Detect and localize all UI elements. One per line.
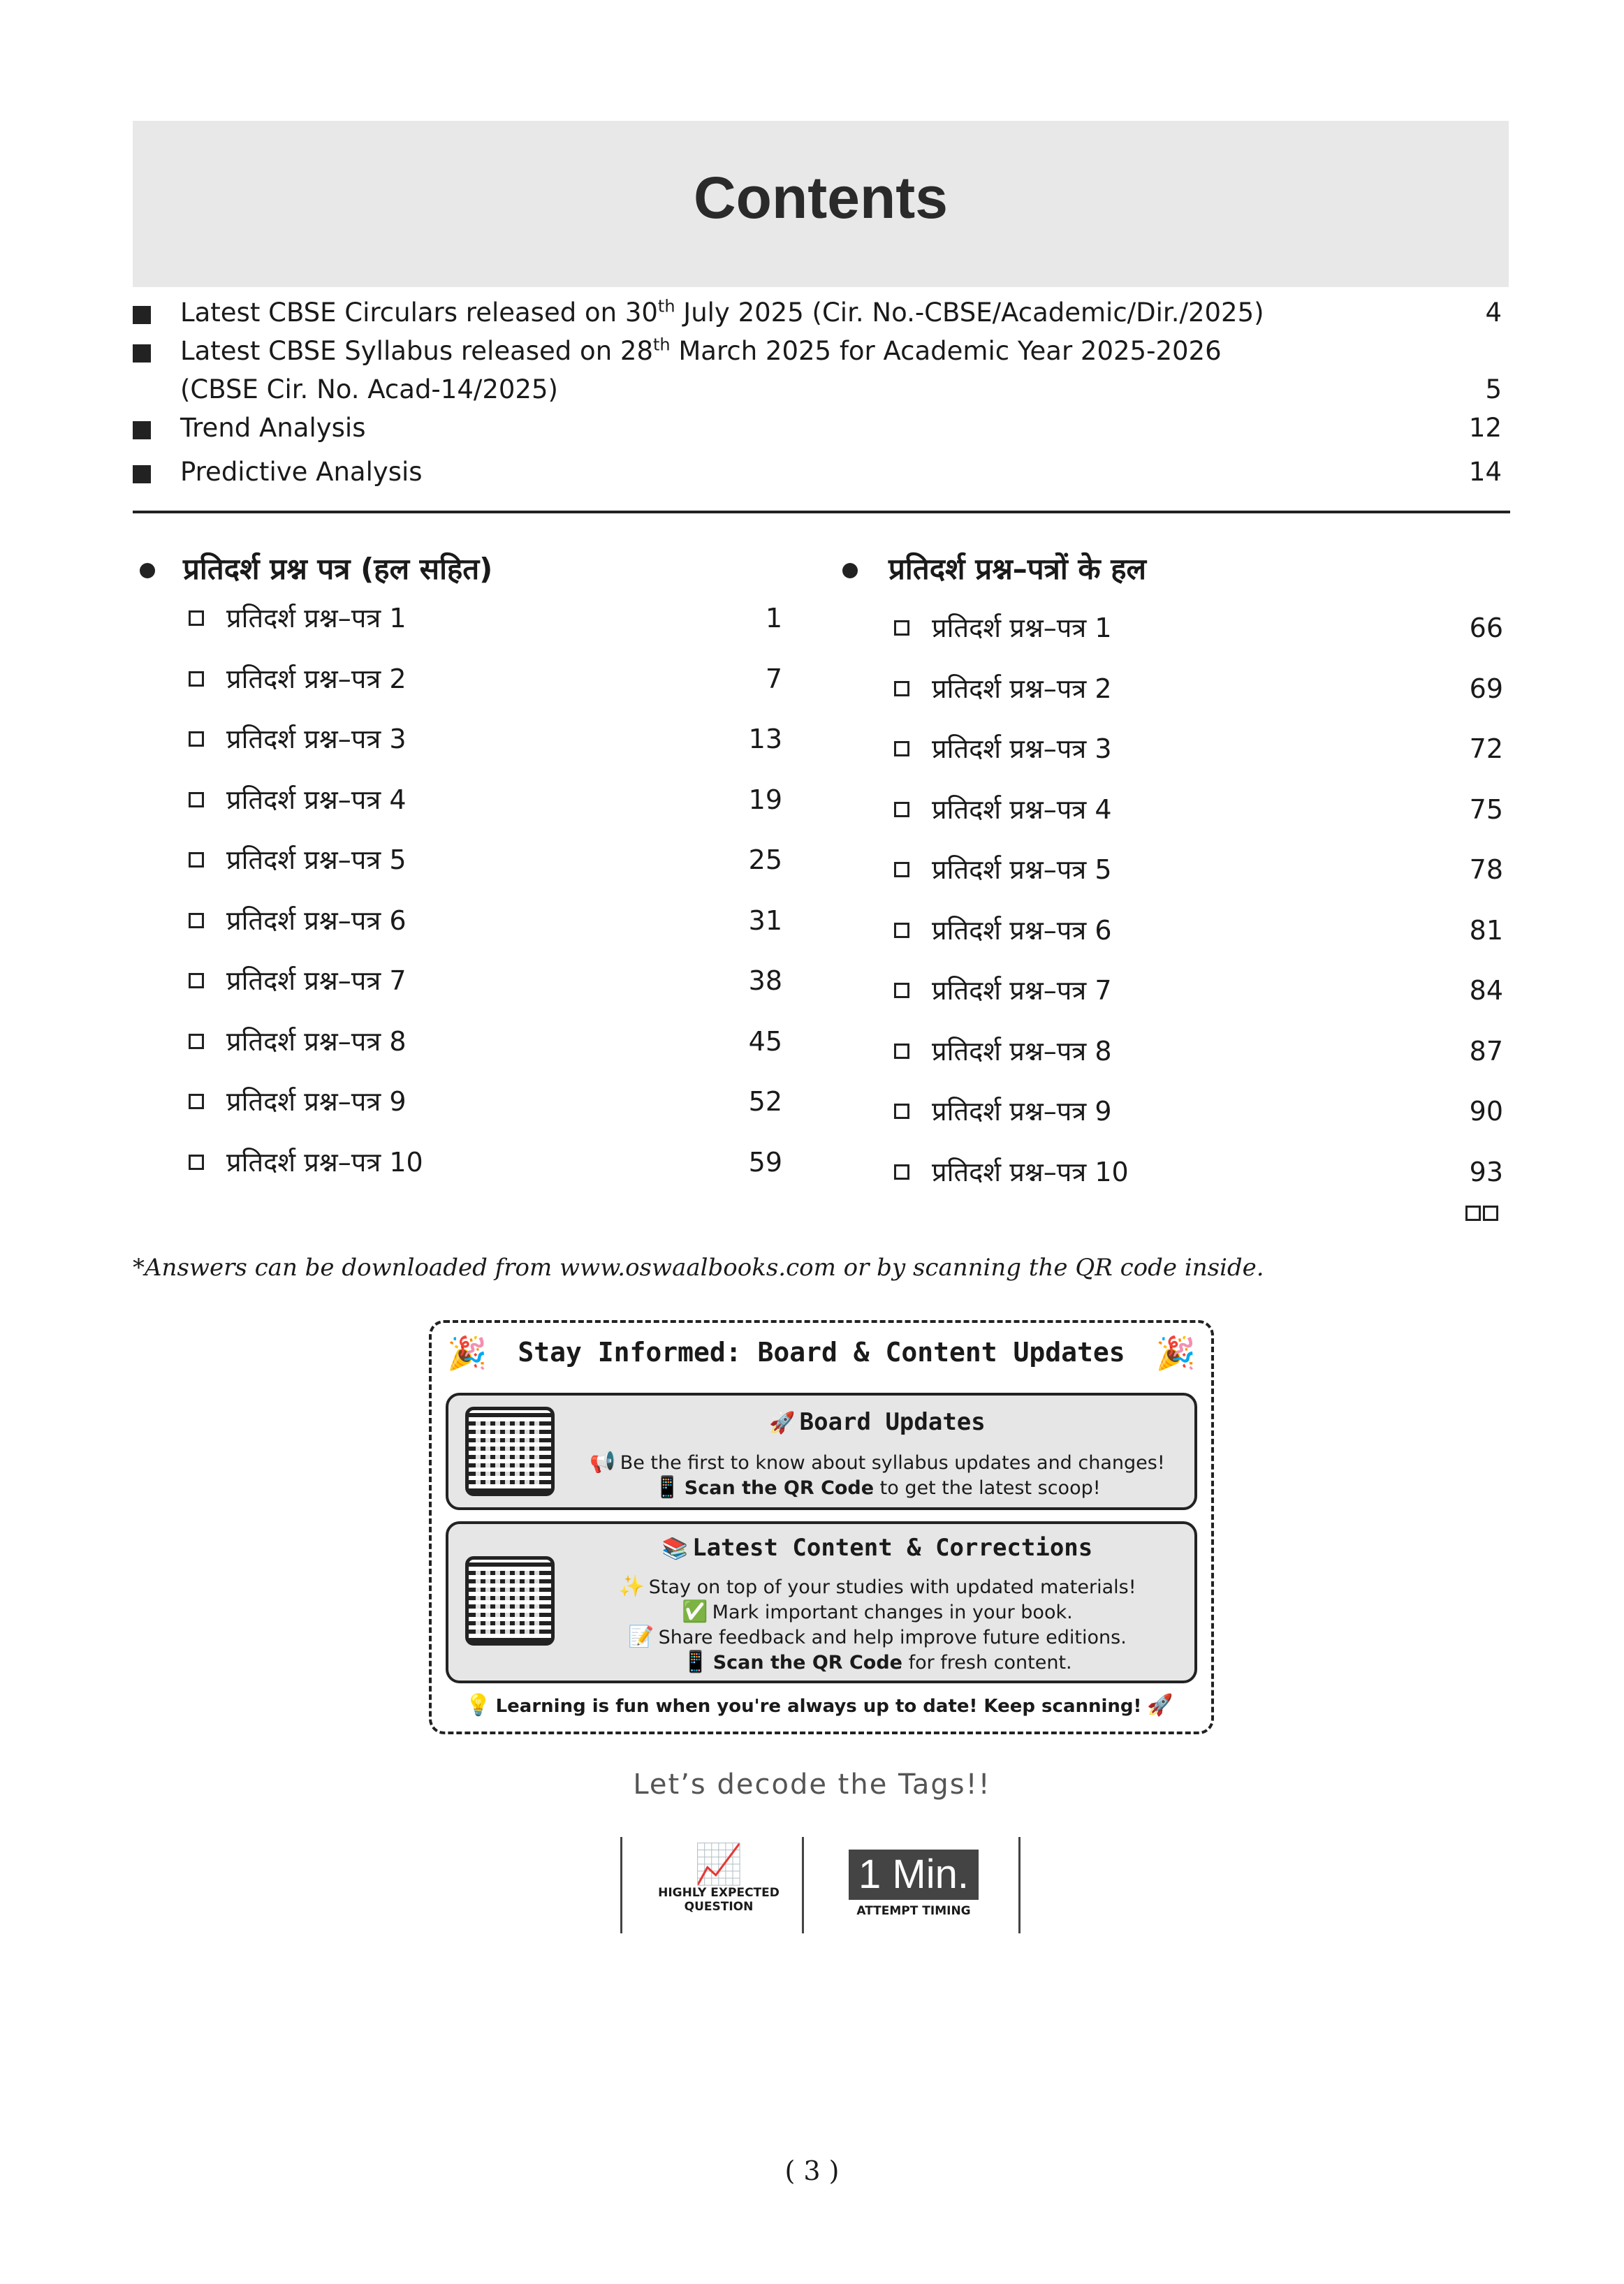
list-item[interactable]: प्रतिदर्श प्रश्न–पत्र 3 13 bbox=[133, 715, 817, 775]
page-title: Contents bbox=[694, 165, 948, 230]
list-item[interactable]: प्रतिदर्श प्रश्न–पत्र 6 81 bbox=[838, 906, 1510, 967]
checkbox-square-icon bbox=[894, 741, 909, 756]
tags-legend bbox=[620, 1837, 1020, 1933]
checkbox-square-icon bbox=[189, 1034, 204, 1049]
toc-item[interactable]: Trend Analysis 12 bbox=[133, 409, 1509, 447]
list-item[interactable]: प्रतिदर्श प्रश्न–पत्र 7 38 bbox=[133, 956, 817, 1017]
item-page-number: 78 bbox=[1469, 854, 1503, 885]
list-item[interactable]: प्रतिदर्श प्रश्न–पत्र 5 78 bbox=[838, 845, 1510, 906]
square-bullet-icon bbox=[133, 465, 151, 483]
item-page-number: 38 bbox=[748, 965, 782, 996]
checkbox-square-icon bbox=[894, 923, 909, 938]
list-item[interactable]: प्रतिदर्श प्रश्न–पत्र 6 31 bbox=[133, 896, 817, 957]
item-page-number: 66 bbox=[1469, 613, 1503, 643]
board-updates-card[interactable]: 🚀 Board Updates 📢 Be the first to know about syllabus updates and changes! 📱 Scan the QR Code to get the latest scoop! bbox=[446, 1393, 1197, 1510]
list-item[interactable]: प्रतिदर्श प्रश्न–पत्र 9 90 bbox=[838, 1087, 1510, 1148]
checkbox-square-icon bbox=[189, 1155, 204, 1170]
round-bullet-icon bbox=[842, 563, 858, 578]
item-page-number: 25 bbox=[748, 844, 782, 875]
megaphone-icon: 📢 bbox=[590, 1450, 616, 1474]
toc-item[interactable]: Latest CBSE Syllabus released on 28th March 2025 for Academic Year 2025-2026 bbox=[133, 332, 1509, 370]
highly-expected-tag: 📈 HIGHLY EXPECTED QUESTION bbox=[638, 1844, 799, 1914]
checkbox-square-icon bbox=[189, 913, 204, 928]
memo-icon: 📝 bbox=[628, 1625, 654, 1649]
checkbox-square-icon bbox=[189, 610, 204, 626]
list-item[interactable]: प्रतिदर्श प्रश्न–पत्र 10 93 bbox=[838, 1148, 1510, 1208]
end-mark-icon bbox=[1463, 1206, 1498, 1224]
list-item[interactable]: प्रतिदर्श प्रश्न–पत्र 8 87 bbox=[838, 1027, 1510, 1088]
toc-page-number: 4 bbox=[1485, 298, 1502, 328]
item-page-number: 7 bbox=[765, 663, 782, 694]
checkbox-square-icon bbox=[894, 1164, 909, 1180]
phone-icon: 📱 bbox=[654, 1475, 680, 1500]
solutions-column bbox=[838, 545, 1510, 1208]
item-page-number: 81 bbox=[1469, 914, 1503, 946]
list-item[interactable]: प्रतिदर्श प्रश्न–पत्र 10 59 bbox=[133, 1138, 817, 1199]
page-number: ( 3 ) bbox=[784, 2155, 840, 2186]
item-page-number: 72 bbox=[1469, 733, 1503, 764]
checkbox-square-icon bbox=[189, 973, 204, 988]
item-page-number: 31 bbox=[748, 905, 782, 936]
checkbox-square-icon bbox=[189, 671, 204, 687]
item-page-number: 75 bbox=[1469, 793, 1503, 825]
list-item[interactable]: प्रतिदर्श प्रश्न–पत्र 2 69 bbox=[838, 664, 1510, 725]
column-heading: प्रतिदर्श प्रश्न पत्र (हल सहित) bbox=[133, 545, 817, 594]
checkbox-square-icon bbox=[189, 731, 204, 747]
sample-papers-column bbox=[133, 545, 817, 1198]
item-page-number: 1 bbox=[765, 603, 782, 634]
item-page-number: 45 bbox=[748, 1025, 782, 1057]
item-page-number: 19 bbox=[748, 784, 782, 815]
item-page-number: 87 bbox=[1469, 1035, 1503, 1067]
party-popper-icon: 🎉 bbox=[1155, 1334, 1196, 1372]
content-updates-card[interactable]: 📚 Latest Content & Corrections ✨ Stay on top of your studies with updated materials! ✅ Mark important changes in your book. 📝 Share feedback and help improve future editions. 📱 Scan the QR Code for fresh content. bbox=[446, 1521, 1197, 1683]
list-item[interactable]: प्रतिदर्श प्रश्न–पत्र 9 52 bbox=[133, 1077, 817, 1138]
list-item[interactable]: प्रतिदर्श प्रश्न–पत्र 8 45 bbox=[133, 1017, 817, 1078]
answers-note: *Answers can be downloaded from www.oswaalbooks.com or by scanning the QR code inside. bbox=[133, 1254, 1264, 1282]
light-bulb-icon: 💡 bbox=[465, 1693, 492, 1718]
toc-list bbox=[133, 293, 1509, 491]
party-popper-icon: 🎉 bbox=[447, 1334, 488, 1372]
item-page-number: 90 bbox=[1469, 1096, 1503, 1127]
list-item[interactable]: प्रतिदर्श प्रश्न–पत्र 4 75 bbox=[838, 785, 1510, 846]
updates-box: 🎉 Stay Informed: Board & Content Updates 🎉 🚀 Board Updates 📢 Be the first to know about syllabus updates and changes! 📱 Scan the QR Code to get the latest scoop! 📚 Latest Content & Corrections ✨ Stay on top of your studies with updated materials! ✅ Mark important changes in your book. 📝 Share feedback and help improve future editions. 📱 Scan the QR Code for fresh content. 💡 Learning is fun when you're always up to date! Keep scanning! 🚀 bbox=[429, 1320, 1214, 1734]
column-heading: प्रतिदर्श प्रश्न–पत्रों के हल bbox=[838, 545, 1510, 594]
toc-page-number: 5 bbox=[1485, 374, 1502, 404]
checkbox-square-icon bbox=[894, 1044, 909, 1059]
sparkles-icon: ✨ bbox=[618, 1574, 645, 1599]
toc-item[interactable]: Latest CBSE Circulars released on 30th July 2025 (Cir. No.-CBSE/Academic/Dir./2025) 4 bbox=[133, 293, 1509, 332]
list-item[interactable]: प्रतिदर्श प्रश्न–पत्र 1 1 bbox=[133, 594, 817, 654]
list-item[interactable]: प्रतिदर्श प्रश्न–पत्र 3 72 bbox=[838, 724, 1510, 785]
square-bullet-icon bbox=[133, 344, 151, 363]
item-page-number: 59 bbox=[748, 1146, 782, 1178]
list-item[interactable]: प्रतिदर्श प्रश्न–पत्र 1 66 bbox=[838, 603, 1510, 664]
item-page-number: 84 bbox=[1469, 975, 1503, 1006]
checkbox-square-icon bbox=[894, 802, 909, 817]
toc-page-number: 14 bbox=[1468, 457, 1502, 487]
books-icon: 📚 bbox=[661, 1537, 689, 1561]
toc-item[interactable]: Predictive Analysis 14 bbox=[133, 453, 1509, 491]
phone-icon: 📱 bbox=[682, 1650, 709, 1674]
square-bullet-icon bbox=[133, 306, 151, 324]
qr-code-icon[interactable] bbox=[465, 1556, 555, 1646]
rocket-icon: 🚀 bbox=[1147, 1693, 1173, 1718]
checkbox-square-icon bbox=[189, 792, 204, 807]
attempt-timing-tag: 1 Min. ATTEMPT TIMING bbox=[830, 1850, 997, 1918]
checkbox-square-icon bbox=[189, 1094, 204, 1109]
list-item[interactable]: प्रतिदर्श प्रश्न–पत्र 7 84 bbox=[838, 966, 1510, 1027]
item-page-number: 52 bbox=[748, 1086, 782, 1117]
checkbox-square-icon bbox=[894, 983, 909, 998]
qr-code-icon[interactable] bbox=[465, 1407, 555, 1496]
checkbox-square-icon bbox=[189, 852, 204, 868]
item-page-number: 13 bbox=[748, 724, 782, 754]
updates-heading: Stay Informed: Board & Content Updates bbox=[518, 1337, 1125, 1368]
item-page-number: 69 bbox=[1469, 673, 1503, 704]
round-bullet-icon bbox=[140, 563, 155, 578]
rocket-icon: 🚀 bbox=[769, 1411, 796, 1435]
list-item[interactable]: प्रतिदर्श प्रश्न–पत्र 4 19 bbox=[133, 775, 817, 836]
checkbox-square-icon bbox=[894, 1104, 909, 1119]
toc-page-number: 12 bbox=[1468, 413, 1502, 443]
toc-item-continued[interactable]: (CBSE Cir. No. Acad-14/2025) 5 bbox=[133, 370, 1509, 409]
list-item[interactable]: प्रतिदर्श प्रश्न–पत्र 2 7 bbox=[133, 654, 817, 715]
divider bbox=[133, 511, 1510, 513]
contents-header bbox=[133, 121, 1509, 287]
item-page-number: 93 bbox=[1469, 1156, 1503, 1187]
checkbox-square-icon bbox=[894, 620, 909, 636]
checkbox-square-icon bbox=[894, 862, 909, 877]
bar-chart-icon: 📈 bbox=[694, 1842, 743, 1887]
checkbox-square-icon bbox=[894, 681, 909, 696]
square-bullet-icon bbox=[133, 421, 151, 439]
decode-tags-heading: Let’s decode the Tags!! bbox=[633, 1769, 991, 1801]
list-item[interactable]: प्रतिदर्श प्रश्न–पत्र 5 25 bbox=[133, 835, 817, 896]
check-box-icon: ✅ bbox=[682, 1599, 708, 1624]
